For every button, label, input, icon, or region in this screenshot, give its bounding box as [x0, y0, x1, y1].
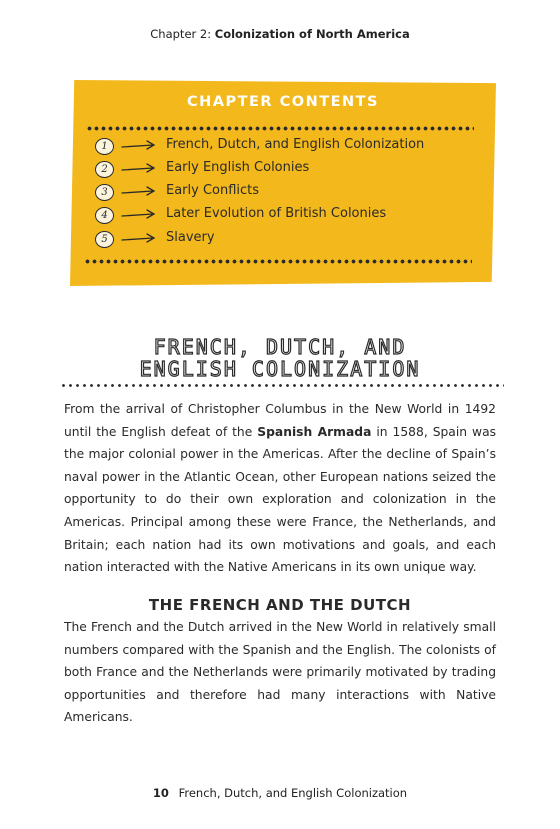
subsection-heading: THE FRENCH AND THE DUTCH	[148, 596, 412, 614]
section-title-line-2: ENGLISH COLONIZATION	[139, 357, 421, 381]
arrow-right-icon	[121, 209, 157, 221]
section-title-line-1: FRENCH, DUTCH, AND	[153, 335, 407, 359]
toc-label: Slavery	[166, 230, 215, 245]
toc-label: Early English Colonies	[166, 160, 310, 175]
page-footer	[0, 786, 560, 800]
toc-number-badge: 5	[95, 231, 114, 248]
paragraph-text: From the arrival of Christopher Columbus in the New World in 1492 until the English defeat of the	[64, 402, 496, 439]
toc-label: Early Conflicts	[166, 183, 260, 198]
toc-number-badge: 1	[95, 138, 114, 155]
section-paragraph	[64, 398, 496, 579]
subsection-paragraph: The French and the Dutch arrived in the New World in relatively small numbers compared with the Spanish and the English. The colonists of both France and the Netherlands were primarily motivated by trading opportunities and therefore had many interactions with Native Americans.	[64, 620, 496, 725]
toc-item-5[interactable]	[95, 231, 495, 251]
chapter-contents-title: CHAPTER CONTENTS	[186, 94, 379, 110]
paragraph-text: in 1588, Spain was the major colonial power in the Americas. After the decline of Spain’s naval power in the Atlantic Ocean, other European nations seized the opportunity to do their own exploration and colonization in the Americas. Principal among these were France, the Netherlands, and Britain; each nation had its own motivations and goals, and each nation interacted with the Native Americans in its own unique way.	[64, 424, 497, 575]
running-head-title: Colonization of North America	[214, 27, 410, 41]
running-head-chapter: Chapter 2:	[150, 27, 212, 41]
arrow-right-icon	[121, 140, 157, 152]
toc-number-badge: 4	[95, 207, 114, 224]
section-title	[0, 336, 560, 380]
toc-item-3[interactable]	[95, 184, 495, 204]
toc-number-badge: 3	[95, 184, 114, 201]
section-title-divider	[60, 383, 504, 388]
chapter-contents-box	[70, 80, 496, 286]
arrow-right-icon	[121, 163, 157, 175]
toc-number-badge: 2	[95, 161, 114, 178]
toc-item-2[interactable]	[95, 161, 495, 181]
key-term: Spanish Armada	[257, 424, 372, 439]
footer-title: French, Dutch, and English Colonization	[178, 786, 408, 800]
arrow-right-icon	[121, 233, 157, 245]
page-number: 10	[152, 786, 169, 800]
toc-label: Later Evolution of British Colonies	[166, 206, 387, 221]
running-head	[0, 27, 560, 41]
arrow-right-icon	[121, 186, 157, 198]
contents-top-divider	[86, 126, 474, 131]
toc-item-4[interactable]	[95, 207, 495, 227]
toc-label: French, Dutch, and English Colonization	[166, 137, 425, 152]
contents-bottom-divider	[84, 259, 472, 264]
toc-item-1[interactable]	[95, 138, 495, 158]
